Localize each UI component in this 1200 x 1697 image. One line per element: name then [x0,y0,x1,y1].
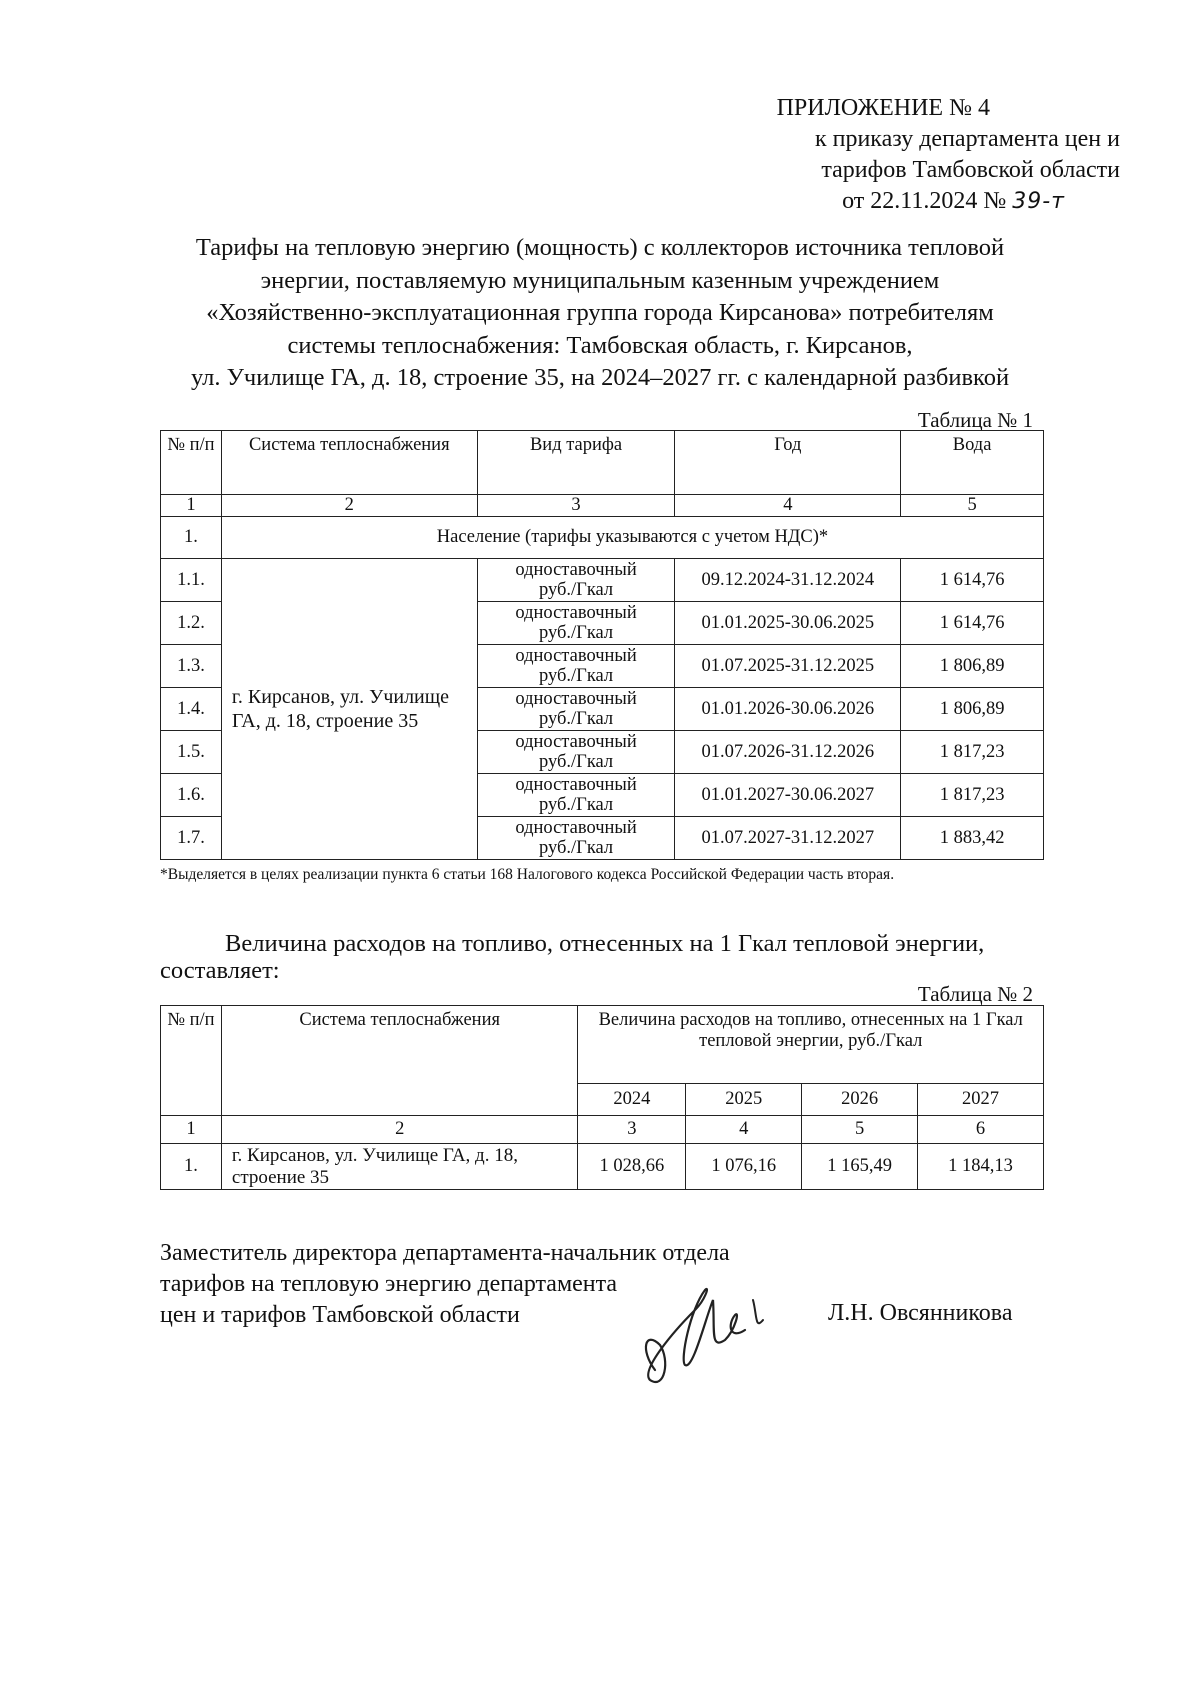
appendix-line-1: к приказу департамента цен и [814,126,1120,152]
table2-caption: Таблица № 2 [917,982,1033,1006]
row-period: 01.07.2025-31.12.2025 [675,645,901,688]
tariff-type-cell [477,602,675,645]
signatory-line-3: цен и тарифов Тамбовской области [160,1302,520,1328]
signatory-line-1: Заместитель директора департамента-начальник отдела [160,1240,730,1266]
tariff-unit: руб./Гкал [538,838,614,858]
handwritten-number: 39-т [1012,189,1065,214]
table-row [161,1144,1044,1190]
tariff-type: одноставочный [515,775,637,795]
tariff-type: одноставочный [515,732,637,752]
row-period: 01.01.2026-30.06.2026 [675,688,901,731]
heat-system-name: г. Кирсанов, ул. Училище ГА, д. 18, строение 35 [231,686,450,732]
appendix-date: от 22.11.2024 № [842,188,1007,214]
row-value: 1 806,89 [901,688,1044,731]
row-number: 1.7. [161,817,222,860]
row-number: 1.5. [161,731,222,774]
tariff-unit: руб./Гкал [538,795,614,815]
table1-caption: Таблица № 1 [917,408,1033,432]
signatory-line-2: тарифов на тепловую энергию департамента [160,1271,618,1297]
table1-colnum: 2 [221,495,477,517]
tariff-type-cell [477,731,675,774]
tariff-unit: руб./Гкал [538,580,614,600]
row-value: 1 614,76 [901,602,1044,645]
table1-header-tariff: Вид тарифа [477,431,675,495]
table2-colnum: 6 [918,1116,1044,1144]
table1-number-row [161,495,1044,517]
row-value: 1 883,42 [901,817,1044,860]
table1-header-water: Вода [901,431,1044,495]
table1-section-row [161,517,1044,559]
table1-colnum: 1 [161,495,222,517]
row-value: 1 817,23 [901,731,1044,774]
fuel-cost-table [160,1005,1044,1190]
tariff-type-cell [477,817,675,860]
row-value: 1 614,76 [901,559,1044,602]
table2-header-system: Система теплоснабжения [221,1006,578,1116]
tariff-type-cell [477,774,675,817]
row-number: 1.2. [161,602,222,645]
year-cell: 2025 [686,1084,802,1116]
table2-colnum: 5 [802,1116,918,1144]
table2-number-row [161,1116,1044,1144]
fuel-value-2024: 1 028,66 [578,1144,686,1190]
appendix-line-2: тарифов Тамбовской области [821,157,1120,183]
fuel-text [160,930,1040,984]
row-period: 01.01.2027-30.06.2027 [675,774,901,817]
handwritten-signature [635,1270,795,1410]
tariff-type: одноставочный [515,603,637,623]
heading-line-5: ул. Училище ГА, д. 18, строение 35, на 2024–2027 гг. с календарной разбивкой [190,364,1010,391]
tariff-type-cell [477,645,675,688]
table1-colnum: 3 [477,495,675,517]
fuel-text-content: Величина расходов на топливо, отнесенных на 1 Гкал тепловой энергии, составляет: [160,930,985,984]
tariff-type: одноставочный [515,689,637,709]
row-number: 1.1. [161,559,222,602]
row-value: 1 817,23 [901,774,1044,817]
row-period: 01.01.2025-30.06.2025 [675,602,901,645]
heading-line-3: «Хозяйственно-эксплуатационная группа города Кирсанова» потребителям [206,299,994,326]
row-number: 1. [161,1144,222,1190]
row-number: 1.4. [161,688,222,731]
heading-line-4: системы теплоснабжения: Тамбовская область, г. Кирсанов, [287,331,913,359]
appendix-header [700,93,1120,217]
table2-header-value: Величина расходов на топливо, отнесенных на 1 Гкал тепловой энергии, руб./Гкал [578,1006,1044,1084]
heat-system-cell [221,559,477,860]
tariff-unit: руб./Гкал [538,666,614,686]
tariff-unit: руб./Гкал [538,623,614,643]
year-cell: 2024 [578,1084,686,1116]
heat-system-name: г. Кирсанов, ул. Училище ГА, д. 18, строение 35 [221,1144,578,1190]
table1-header-year: Год [675,431,901,495]
table2-colnum: 3 [578,1116,686,1144]
document-heading [160,232,1040,395]
year-cell: 2027 [918,1084,1044,1116]
footnote: *Выделяется в целях реализации пункта 6 статьи 168 Налогового кодекса Российской Федерации часть вторая. [160,866,895,883]
row-number: 1.3. [161,645,222,688]
heading-line-1: Тарифы на тепловую энергию (мощность) с коллекторов источника тепловой [195,234,1005,261]
table2-header-no: № п/п [161,1006,222,1116]
row-number: 1.6. [161,774,222,817]
tariff-unit: руб./Гкал [538,752,614,772]
tariff-table [160,430,1044,860]
row-value: 1 806,89 [901,645,1044,688]
table2-colnum: 2 [221,1116,578,1144]
tariff-type: одноставочный [515,560,637,580]
table1-colnum: 5 [901,495,1044,517]
tariff-unit: руб./Гкал [538,709,614,729]
table1-header-no: № п/п [161,431,222,495]
fuel-value-2025: 1 076,16 [686,1144,802,1190]
table-row [161,559,1044,602]
tariff-type: одноставочный [515,646,637,666]
signatory-name: Л.Н. Овсянникова [828,1300,1013,1326]
row-period: 01.07.2027-31.12.2027 [675,817,901,860]
tariff-type-cell [477,559,675,602]
section-label: Население (тарифы указываются с учетом НДС)* [221,517,1043,559]
fuel-value-2027: 1 184,13 [918,1144,1044,1190]
table2-colnum: 1 [161,1116,222,1144]
table1-colnum: 4 [675,495,901,517]
row-period: 09.12.2024-31.12.2024 [675,559,901,602]
fuel-value-2026: 1 165,49 [802,1144,918,1190]
table2-header-row [161,1006,1044,1084]
tariff-type-cell [477,688,675,731]
table2-colnum: 4 [686,1116,802,1144]
appendix-date-line [700,186,1120,217]
year-cell: 2026 [802,1084,918,1116]
table1-header-row [161,431,1044,495]
tariff-type: одноставочный [515,818,637,838]
section-number: 1. [161,517,222,559]
row-period: 01.07.2026-31.12.2026 [675,731,901,774]
table1-header-system: Система теплоснабжения [221,431,477,495]
appendix-title: ПРИЛОЖЕНИЕ № 4 [776,95,990,121]
heading-line-2: энергии, поставляемую муниципальным казенным учреждением [260,266,940,294]
